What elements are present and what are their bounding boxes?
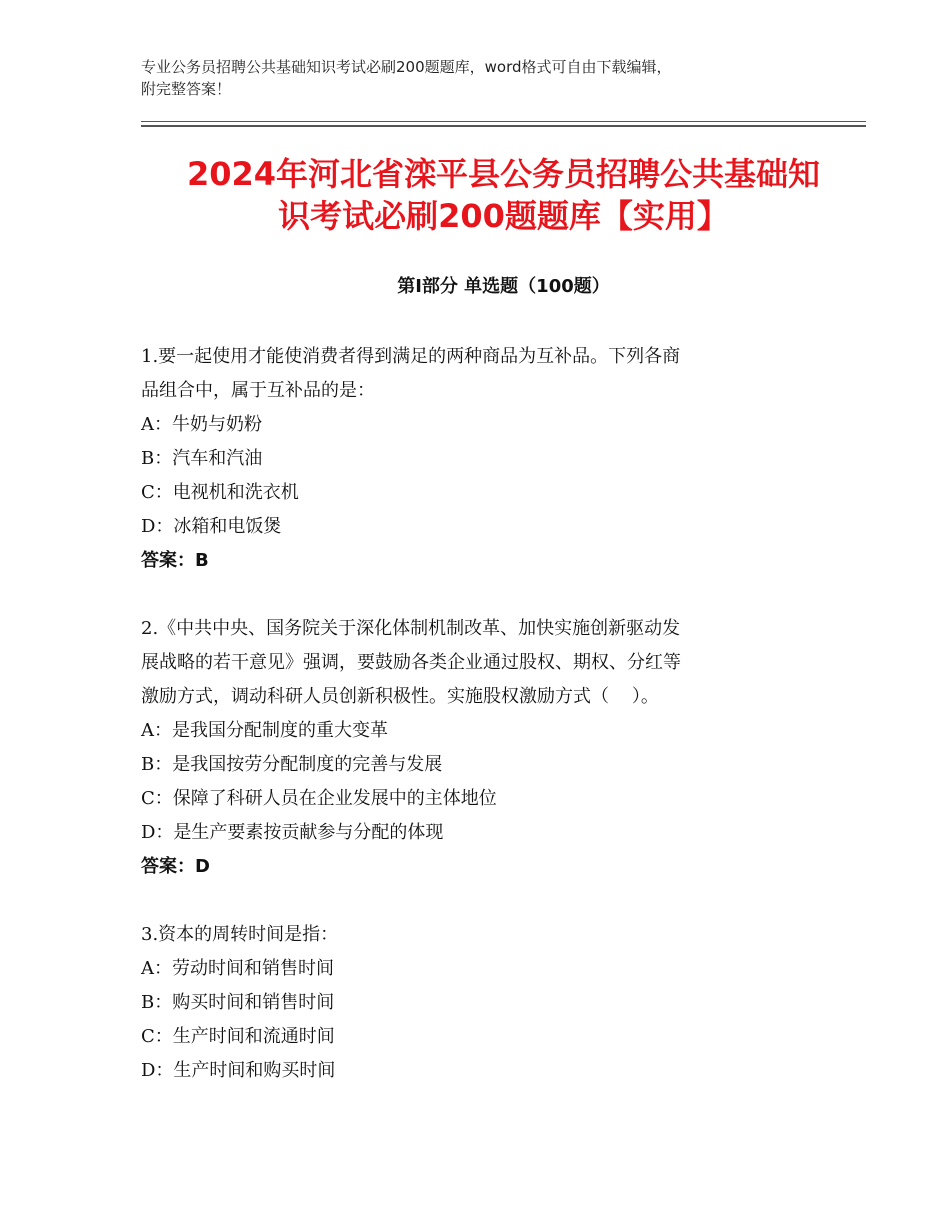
option-d: D：是生产要素按贡献参与分配的体现 [141, 822, 444, 843]
document-title [141, 153, 866, 237]
document-title-line-1: 2024年河北省滦平县公务员招聘公共基础知 [186, 155, 821, 193]
option-b: B：汽车和汽油 [141, 448, 263, 469]
question-stem-line: 品组合中，属于互补品的是： [141, 380, 375, 401]
option-c: C：电视机和洗衣机 [141, 482, 299, 503]
question-stem-line: 3.资本的周转时间是指： [141, 924, 339, 945]
header-note-line-1: 专业公务员招聘公共基础知识考试必刷200题题库，word格式可自由下载编辑， [141, 58, 672, 76]
header-divider-thick [141, 125, 866, 127]
option-b: B：购买时间和销售时间 [141, 992, 335, 1013]
header-note-line-2: 附完整答案！ [141, 80, 232, 98]
option-a: A：是我国分配制度的重大变革 [141, 720, 388, 741]
option-c: C：保障了科研人员在企业发展中的主体地位 [141, 788, 497, 809]
answer: 答案：B [141, 550, 209, 571]
question-list [141, 340, 821, 1122]
question-3 [141, 918, 821, 1088]
option-c: C：生产时间和流通时间 [141, 1026, 335, 1047]
option-d: D：冰箱和电饭煲 [141, 516, 282, 537]
document-title-line-2: 识考试必刷200题题库【实用】 [278, 197, 729, 235]
option-a: A：牛奶与奶粉 [141, 414, 262, 435]
option-d: D：生产时间和购买时间 [141, 1060, 336, 1081]
option-a: A：劳动时间和销售时间 [141, 958, 334, 979]
question-stem-line: 展战略的若干意见》强调，要鼓励各类企业通过股权、期权、分红等 [141, 652, 681, 673]
question-stem-line: 1.要一起使用才能使消费者得到满足的两种商品为互补品。下列各商 [141, 346, 681, 367]
answer: 答案：D [141, 856, 210, 877]
question-1 [141, 340, 821, 578]
option-b: B：是我国按劳分配制度的完善与发展 [141, 754, 443, 775]
question-2 [141, 612, 821, 884]
part-heading: 第Ⅰ部分 单选题（100题） [397, 276, 610, 297]
header-divider-thin [141, 121, 866, 122]
question-stem-line: 激励方式，调动科研人员创新积极性。实施股权激励方式（ ）。 [141, 686, 659, 707]
question-stem-line: 2.《中共中央、国务院关于深化体制机制改革、加快实施创新驱动发 [141, 618, 681, 639]
header-note [141, 56, 821, 100]
